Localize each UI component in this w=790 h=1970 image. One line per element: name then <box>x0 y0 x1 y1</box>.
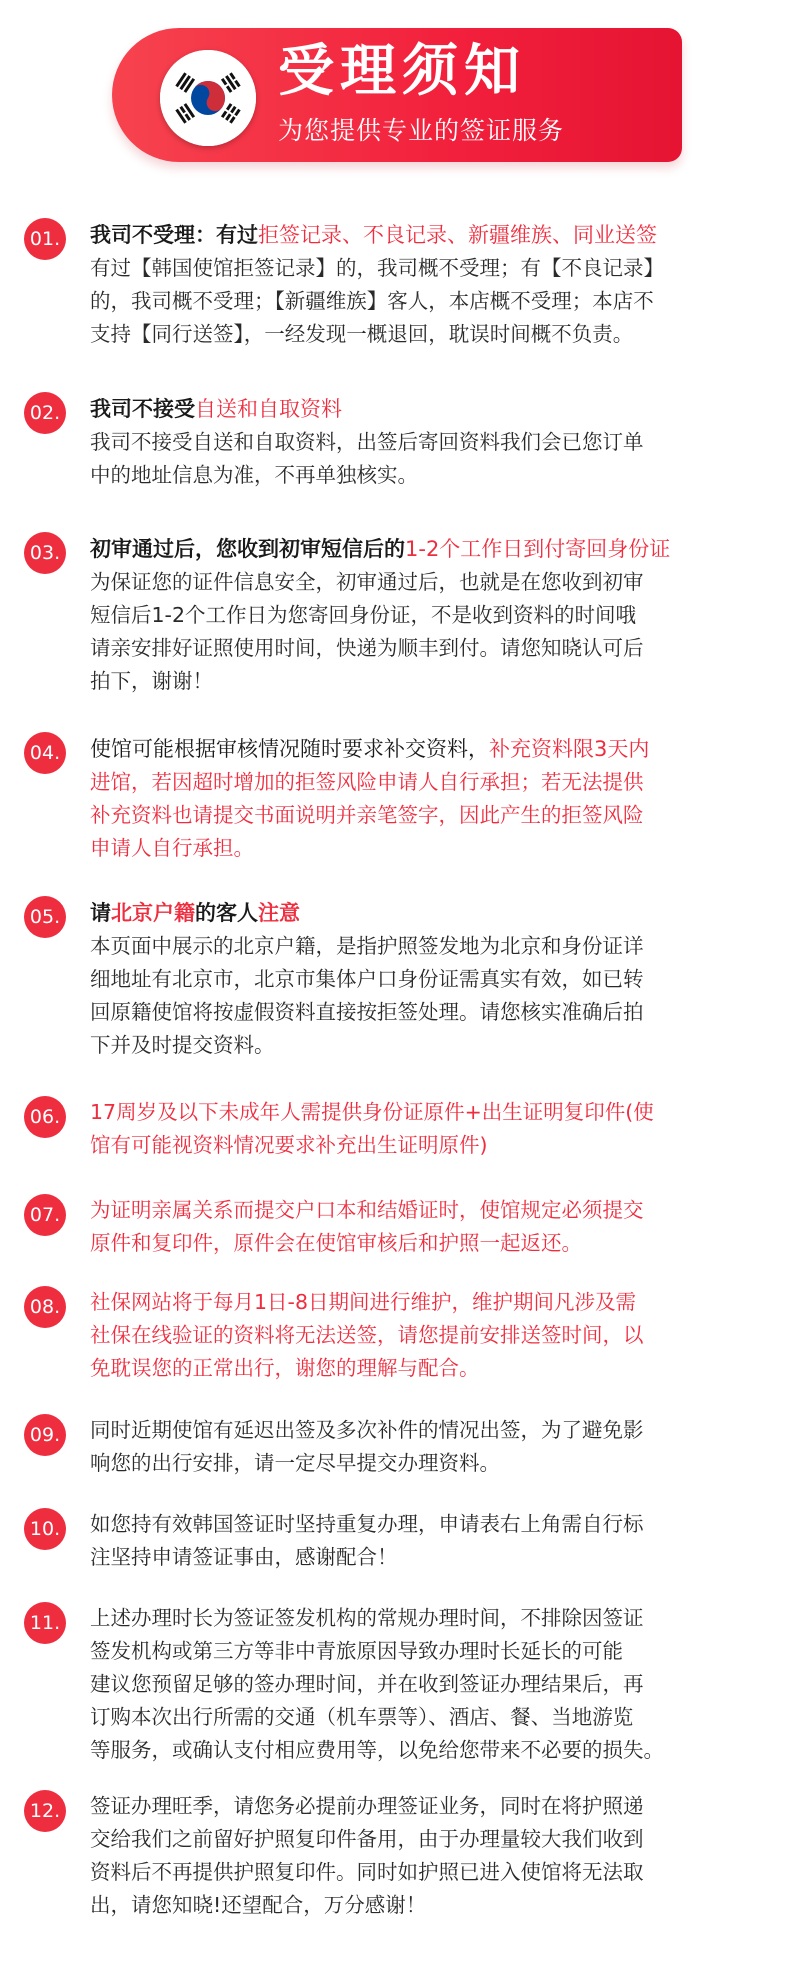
text-line: 签证办理旺季，请您务必提前办理签证业务，同时在将护照递 <box>90 1794 644 1818</box>
item-heading <box>90 392 745 426</box>
text-line: 订购本次出行所需的交通（机车票等）、酒店、餐、当地游览 <box>90 1705 634 1729</box>
heading-text: 我司不接受 <box>90 397 195 421</box>
text-line: 注坚持申请签证事由，感谢配合！ <box>90 1545 398 1569</box>
text-line: 响您的出行安排，请一定尽早提交办理资料。 <box>90 1451 500 1475</box>
heading-text: 使馆可能根据审核情况随时要求补交资料， <box>90 737 489 761</box>
text-line: 补充资料也请提交书面说明并亲笔签字，因此产生的拒签风险 <box>90 803 644 827</box>
item-number-badge: 12. <box>24 1790 66 1832</box>
page-title: 受理须知 <box>278 39 526 104</box>
item-number-badge: 05. <box>24 896 66 938</box>
heading-highlight: 北京户籍 <box>111 901 195 925</box>
item-heading <box>90 532 745 566</box>
text-line: 免耽误您的正常出行，谢您的理解与配合。 <box>90 1356 480 1380</box>
text-line: 为证明亲属关系而提交户口本和结婚证时，使馆规定必须提交 <box>90 1198 644 1222</box>
item-number-badge: 06. <box>24 1096 66 1138</box>
text-line: 回原籍使馆将按虚假资料直接按拒签处理。请您核实准确后拍 <box>90 1000 644 1024</box>
text-line: 同时近期使馆有延迟出签及多次补件的情况出签，为了避免影 <box>90 1418 644 1442</box>
text-line: 签发机构或第三方等非中青旅原因导致办理时长延长的可能 <box>90 1639 623 1663</box>
text-line: 细地址有北京市，北京市集体户口身份证需真实有效，如已转 <box>90 967 644 991</box>
text-line: 请亲安排好证照使用时间，快递为顺丰到付。请您知晓认可后 <box>90 636 644 660</box>
item-text <box>90 1096 745 1162</box>
heading-highlight: 拒签记录、不良记录、新疆维族、同业送签 <box>258 223 657 247</box>
item-text <box>90 426 745 492</box>
item-number-badge: 01. <box>24 218 66 260</box>
text-line: 建议您预留足够的签办理时间，并在收到签证办理结果后，再 <box>90 1672 644 1696</box>
text-line: 出，请您知晓!还望配合，万分感谢！ <box>90 1893 427 1917</box>
item-number-badge: 11. <box>24 1602 66 1644</box>
text-line: 中的地址信息为准，不再单独核实。 <box>90 463 418 487</box>
item-number-badge: 08. <box>24 1286 66 1328</box>
item-number-badge: 02. <box>24 392 66 434</box>
text-line: 的，我司概不受理；【新疆维族】客人，本店概不受理；本店不 <box>90 289 654 313</box>
item-text <box>90 1508 745 1574</box>
text-line: 等服务，或确认支付相应费用等，以免给您带来不必要的损失。 <box>90 1738 664 1762</box>
item-text <box>90 1194 745 1260</box>
text-line: 社保在线验证的资料将无法送签，请您提前安排送签时间，以 <box>90 1323 644 1347</box>
item-text <box>90 1414 745 1480</box>
heading-highlight: 1-2个工作日到付寄回身份证 <box>405 537 671 561</box>
item-number-badge: 07. <box>24 1194 66 1236</box>
item-text <box>90 930 745 1062</box>
item-number-badge: 10. <box>24 1508 66 1550</box>
text-line: 上述办理时长为签证签发机构的常规办理时间，不排除因签证 <box>90 1606 644 1630</box>
heading-highlight: 注意 <box>258 901 300 925</box>
text-line: 拍下，谢谢！ <box>90 669 213 693</box>
item-number-badge: 03. <box>24 532 66 574</box>
item-text <box>90 1602 745 1767</box>
heading-highlight: 补充资料限3天内 <box>489 737 650 761</box>
text-line: 为保证您的证件信息安全，初审通过后，也就是在您收到初审 <box>90 570 644 594</box>
text-line: 17周岁及以下未成年人需提供身份证原件+出生证明复印件(使 <box>90 1100 654 1124</box>
item-number-badge: 04. <box>24 732 66 774</box>
text-line: 馆有可能视资料情况要求补充出生证明原件) <box>90 1133 488 1157</box>
text-line: 支持【同行送签】，一经发现一概退回，耽误时间概不负责。 <box>90 322 634 346</box>
heading-highlight: 自送和自取资料 <box>195 397 342 421</box>
heading-text: 我司不受理：有过 <box>90 223 258 247</box>
text-line: 资料后不再提供护照复印件。同时如护照已进入使馆将无法取 <box>90 1860 644 1884</box>
heading-text: 请 <box>90 901 111 925</box>
item-heading <box>90 218 745 252</box>
item-text <box>90 566 745 698</box>
text-line: 下并及时提交资料。 <box>90 1033 275 1057</box>
item-text <box>90 1286 745 1385</box>
page-subtitle: 为您提供专业的签证服务 <box>278 116 565 145</box>
text-line: 如您持有效韩国签证时坚持重复办理，申请表右上角需自行标 <box>90 1512 644 1536</box>
text-line: 本页面中展示的北京户籍，是指护照签发地为北京和身份证详 <box>90 934 644 958</box>
item-heading <box>90 896 745 930</box>
text-line: 我司不接受自送和自取资料，出签后寄回资料我们会已您订单 <box>90 430 644 454</box>
item-number-badge: 09. <box>24 1414 66 1456</box>
text-line: 交给我们之前留好护照复印件备用，由于办理量较大我们收到 <box>90 1827 644 1851</box>
heading-text: 的客人 <box>195 901 258 925</box>
text-line: 进馆，若因超时增加的拒签风险申请人自行承担；若无法提供 <box>90 770 644 794</box>
item-heading <box>90 732 745 766</box>
text-line: 申请人自行承担。 <box>90 836 254 860</box>
item-text <box>90 1790 745 1922</box>
text-line: 社保网站将于每月1日-8日期间进行维护，维护期间凡涉及需 <box>90 1290 636 1314</box>
heading-text: 初审通过后，您收到初审短信后的 <box>90 537 405 561</box>
text-line: 短信后1-2个工作日为您寄回身份证，不是收到资料的时间哦 <box>90 603 636 627</box>
item-text <box>90 766 745 865</box>
text-line: 原件和复印件，原件会在使馆审核后和护照一起返还。 <box>90 1231 582 1255</box>
item-text <box>90 252 745 351</box>
text-line: 有过【韩国使馆拒签记录】的，我司概不受理；有【不良记录】 <box>90 256 664 280</box>
